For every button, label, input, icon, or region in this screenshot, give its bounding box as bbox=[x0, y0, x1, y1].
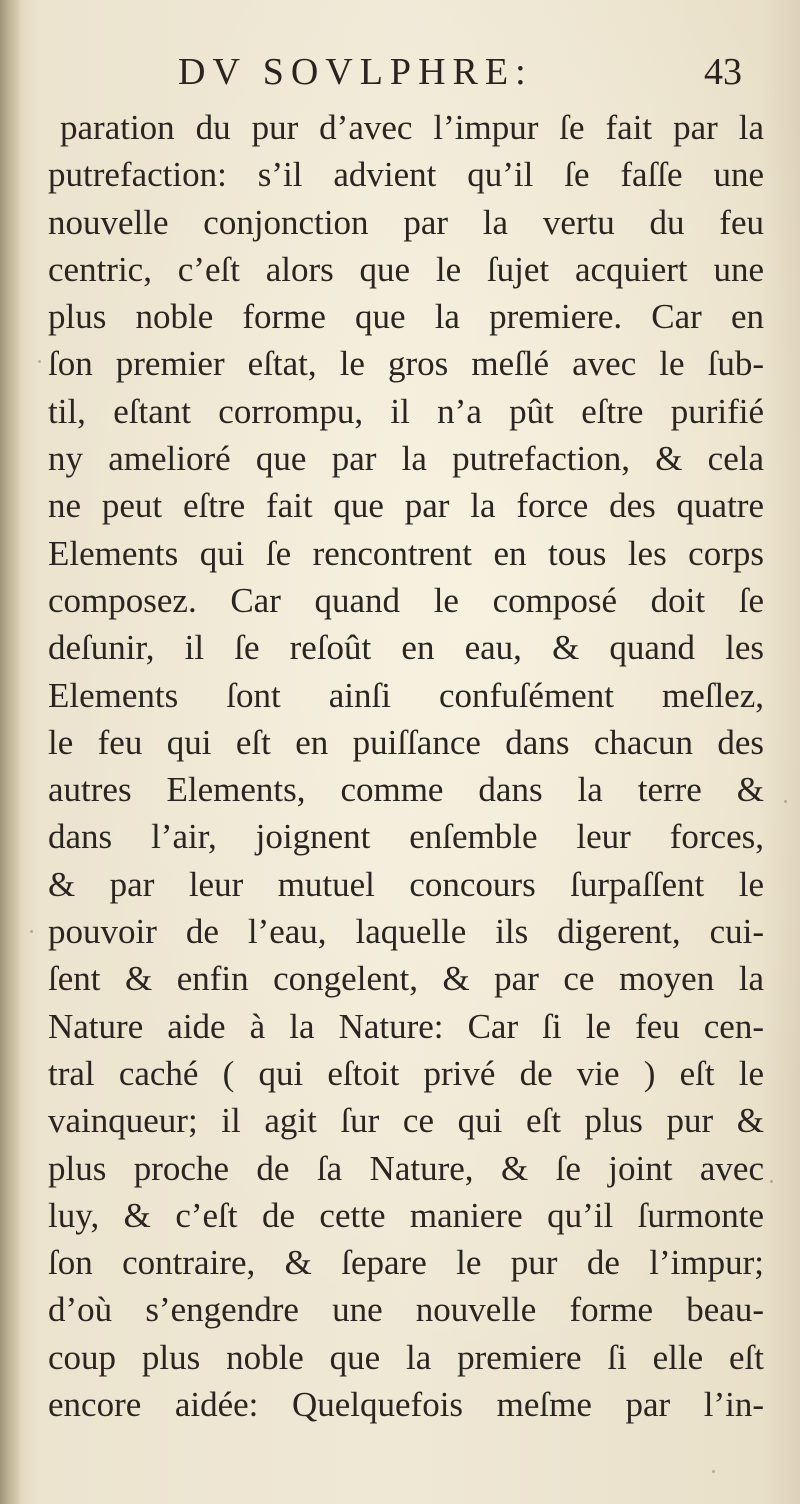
text-line-9: ne peut eſtre fait que par la force des quatre bbox=[48, 486, 764, 526]
body-text bbox=[48, 104, 764, 1428]
paper-speck bbox=[770, 1180, 773, 1183]
text-line-21: tral caché ( qui eſtoit privé de vie ) eſt le bbox=[48, 1053, 764, 1093]
text-line-22: vainqueur; il agit ſur ce qui eſt plus pur & bbox=[48, 1101, 764, 1141]
page-number: 43 bbox=[704, 51, 742, 93]
text-line-7: til, eſtant corrompu, il n’a pût eſtre purifié bbox=[48, 391, 764, 431]
text-line-12: deſunir, il ſe reſoût en eau, & quand les bbox=[48, 628, 764, 668]
text-line-15: autres Elements, comme dans la terre & bbox=[48, 770, 764, 810]
text-line-5: plus noble forme que la premiere. Car en bbox=[48, 297, 764, 337]
paper-speck bbox=[38, 360, 41, 363]
text-line-8: ny amelioré que par la putrefaction, & cela bbox=[48, 439, 764, 479]
text-line-11: composez. Car quand le composé doit ſe bbox=[48, 580, 764, 620]
text-line-10: Elements qui ſe rencontrent en tous les corps bbox=[48, 533, 764, 573]
text-line-17: & par leur mutuel concours ſurpaſſent le bbox=[48, 864, 764, 904]
text-line-28: encore aidée: Quelquefois meſme par l’in- bbox=[48, 1385, 764, 1425]
text-line-19: ſent & enfin congelent, & par ce moyen la bbox=[48, 959, 764, 999]
text-line-2: putrefaction: s’il advient qu’il ſe faſſe une bbox=[48, 155, 764, 195]
paper-speck bbox=[784, 800, 787, 803]
text-line-16: dans l’air, joignent enſemble leur forces, bbox=[48, 817, 764, 857]
text-line-27: coup plus noble que la premiere ſi elle eſt bbox=[48, 1337, 764, 1377]
text-line-3: nouvelle conjonction par la vertu du feu bbox=[48, 202, 764, 242]
text-line-23: plus proche de ſa Nature, & ſe joint avec bbox=[48, 1148, 764, 1188]
text-line-13: Elements ſont ainſi confuſément meſlez, bbox=[48, 675, 764, 715]
text-line-24: luy, & c’eſt de cette maniere qu’il ſurmonte bbox=[48, 1195, 764, 1235]
text-line-26: d’où s’engendre une nouvelle forme beau- bbox=[48, 1290, 764, 1330]
text-line-18: pouvoir de l’eau, laquelle ils digerent, cui- bbox=[48, 912, 764, 952]
text-line-6: ſon premier eſtat, le gros meſlé avec le ſub- bbox=[48, 344, 764, 384]
text-line-14: le feu qui eſt en puiſſance dans chacun des bbox=[48, 722, 764, 762]
running-head bbox=[0, 50, 800, 110]
text-line-1: paration du pur d’avec l’impur ſe fait par la bbox=[60, 108, 764, 147]
text-line-25: ſon contraire, & ſepare le pur de l’impur; bbox=[48, 1243, 764, 1283]
page-gutter-shadow bbox=[0, 0, 22, 1504]
text-line-20: Nature aide à la Nature: Car ſi le feu cen- bbox=[48, 1006, 764, 1046]
paper-speck bbox=[712, 1470, 715, 1473]
paper-speck bbox=[30, 930, 33, 933]
text-line-4: centric, c’eſt alors que le ſujet acquiert une bbox=[48, 249, 764, 289]
running-head-title: DV SOVLPHRE: bbox=[178, 51, 533, 93]
